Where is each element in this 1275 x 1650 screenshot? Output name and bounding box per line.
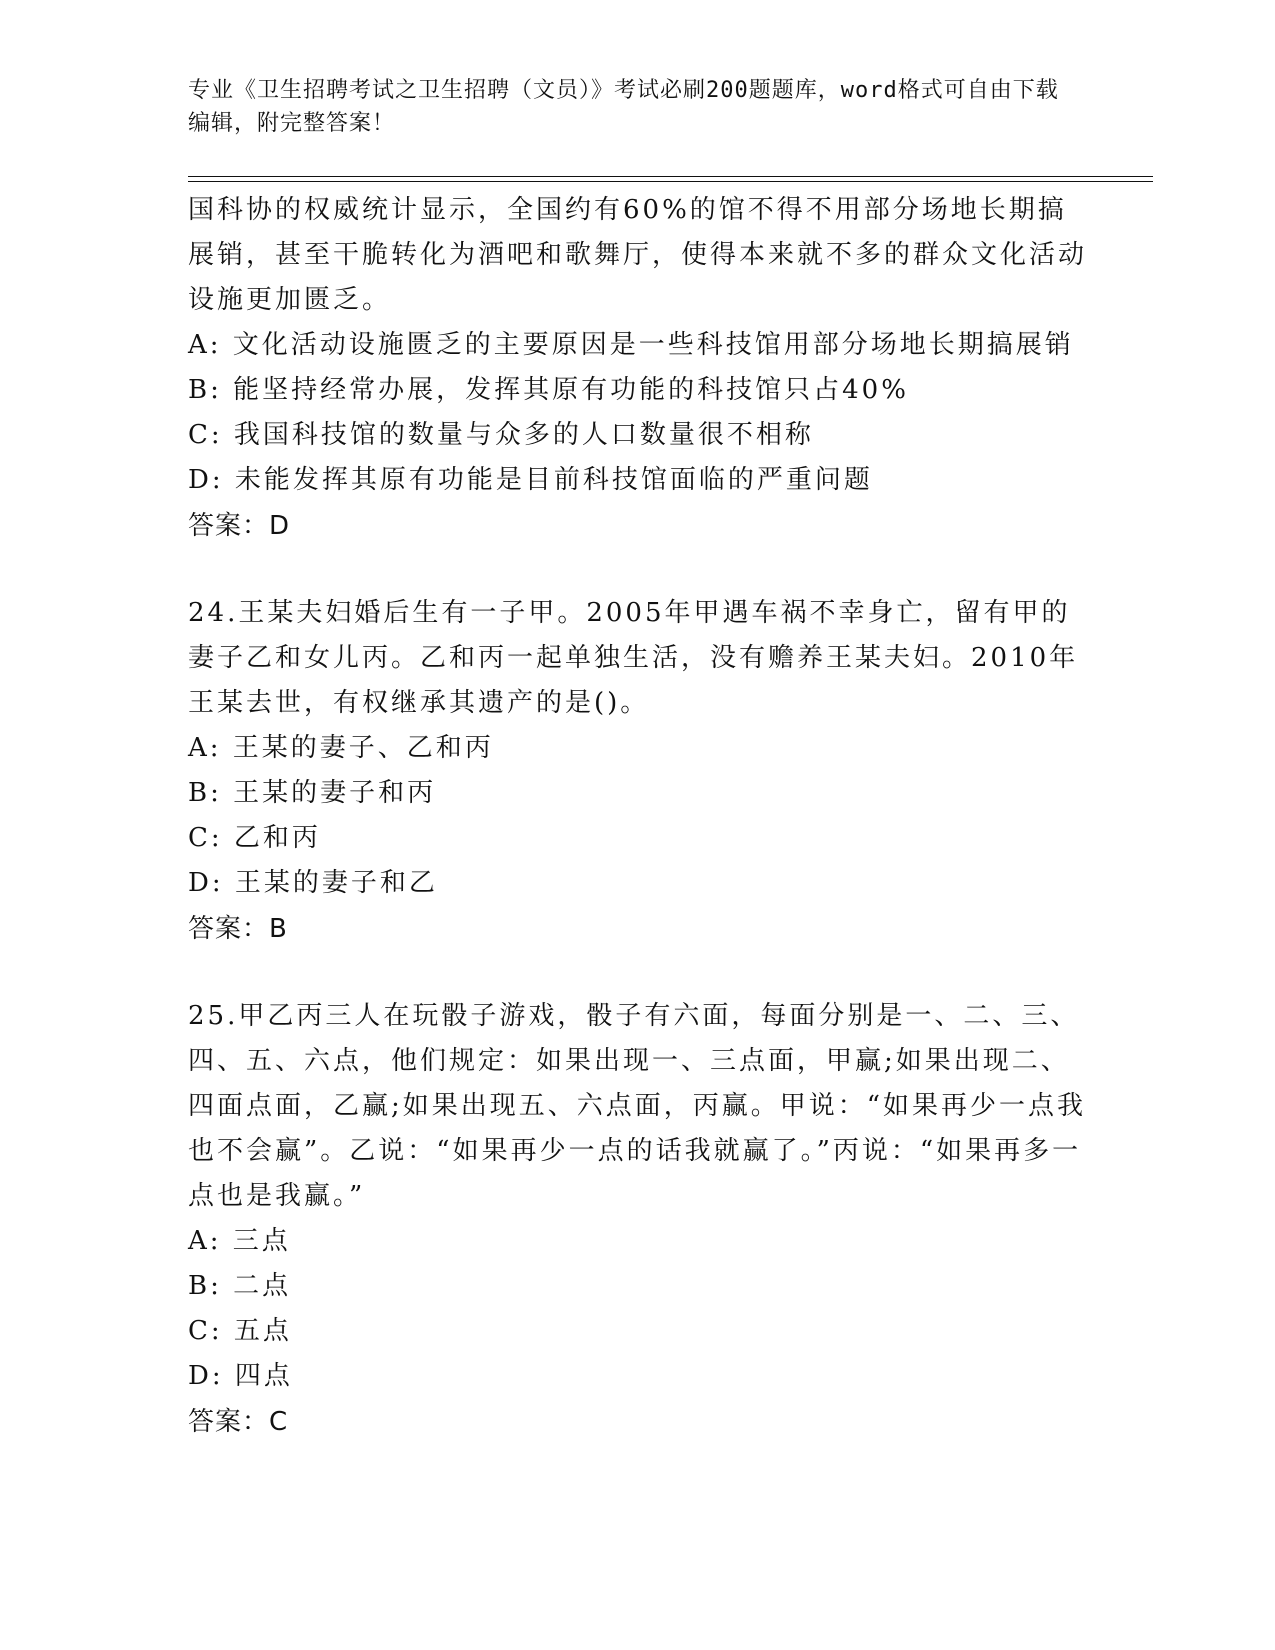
header-rule-bottom: [188, 181, 1153, 182]
option-b: B: 二点: [188, 1271, 292, 1301]
option-b: B: 能坚持经常办展，发挥其原有功能的科技馆只占40%: [188, 375, 909, 405]
option-a: A: 王某的妻子、乙和丙: [188, 733, 494, 763]
question-list: [188, 188, 1088, 1487]
option-c: C: 我国科技馆的数量与众多的人口数量很不相称: [188, 420, 814, 450]
document-title: 专业《卫生招聘考试之卫生招聘（文员）》考试必刷200题题库，word格式可自由下载编辑，附完整答案！: [188, 78, 1059, 136]
option-c: C: 五点: [188, 1316, 292, 1346]
question-stem: 25.甲乙丙三人在玩骰子游戏，骰子有六面，每面分别是一、二、三、四、五、六点，他们规定：如果出现一、三点面，甲赢;如果出现二、四面点面，乙赢;如果出现五、六点面，丙赢。甲说：“如果再少一点我也不会赢”。乙说：“如果再少一点的话我就赢了。”丙说：“如果再多一点也是我赢。”: [188, 1001, 1087, 1211]
option-d: D: 四点: [188, 1361, 293, 1391]
answer-line: 答案：B: [188, 914, 288, 944]
answer-line: 答案：D: [188, 511, 291, 541]
document-header: [188, 74, 1068, 140]
option-d: D: 王某的妻子和乙: [188, 868, 438, 898]
question-block: [188, 188, 1088, 549]
answer-line: 答案：C: [188, 1407, 289, 1437]
option-a: A: 三点: [188, 1226, 291, 1256]
option-c: C: 乙和丙: [188, 823, 321, 853]
option-b: B: 王某的妻子和丙: [188, 778, 437, 808]
question-stem: 国科协的权威统计显示，全国约有60%的馆不得不用部分场地长期搞展销，甚至干脆转化为酒吧和歌舞厅，使得本来就不多的群众文化活动设施更加匮乏。: [188, 195, 1088, 315]
option-d: D: 未能发挥其原有功能是目前科技馆面临的严重问题: [188, 465, 873, 495]
option-a: A: 文化活动设施匮乏的主要原因是一些科技馆用部分场地长期搞展销: [188, 330, 1074, 360]
question-block: [188, 591, 1088, 952]
question-stem: 24.王某夫妇婚后生有一子甲。2005年甲遇车祸不幸身亡，留有甲的妻子乙和女儿丙。乙和丙一起单独生活，没有赡养王某夫妇。2010年王某去世，有权继承其遗产的是()。: [188, 598, 1079, 718]
header-rule-top: [188, 176, 1153, 177]
question-block: [188, 994, 1088, 1445]
